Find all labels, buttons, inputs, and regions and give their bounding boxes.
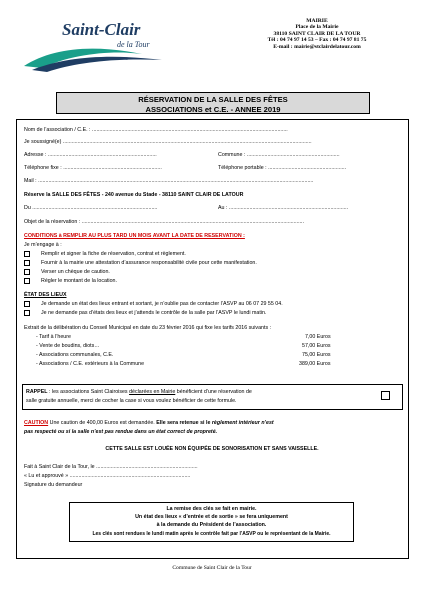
objet-label: Objet de la réservation : xyxy=(24,219,81,225)
engage-item xyxy=(24,269,110,275)
logo-wave-icon xyxy=(22,46,172,72)
checkbox[interactable] xyxy=(24,278,30,284)
rappel-line2: salle gratuite annuelle, merci de cocher la case si vous voulez bénéficier de cette formule. xyxy=(26,398,237,404)
commune-row xyxy=(218,152,340,158)
telfixe-field[interactable]: ................................................................... xyxy=(63,165,162,171)
etat-heading-text: ÉTAT DES LIEUX xyxy=(24,292,67,298)
caution-italic: règlement intérieur n’est xyxy=(211,420,274,426)
fait-label: Fait à Saint Clair de la Tour, le xyxy=(24,464,95,470)
tarif-label: - Vente de boudins, diots… xyxy=(36,343,100,349)
rappel-text1: : les associations Saint Clairoises xyxy=(47,389,130,395)
engage-item-text: Régler le montant de la location. xyxy=(41,278,117,285)
au-row xyxy=(218,205,348,211)
du-label: Du xyxy=(24,205,31,211)
au-label: Au : xyxy=(218,205,228,211)
footer: Commune de Saint Clair de la Tour xyxy=(172,565,252,571)
lu-row xyxy=(24,473,190,479)
extrait-text: Extrait de la délibération du Conseil Municipal en date du 23 février 2016 qui fixe les tarifs 2016 suivants : xyxy=(24,325,272,331)
commune-field[interactable]: ............................................................... xyxy=(246,152,340,158)
caution-line2 xyxy=(24,429,217,435)
checkbox[interactable] xyxy=(24,310,30,316)
checkbox[interactable] xyxy=(24,269,30,275)
etat-item xyxy=(24,301,283,307)
checkbox[interactable] xyxy=(24,301,30,307)
soussigne-row xyxy=(24,139,312,145)
au-field[interactable]: ................................................................................. xyxy=(228,205,349,211)
telport-label: Téléphone portable : xyxy=(218,165,267,171)
nom-label: Nom de l’association / C.E. : xyxy=(24,127,91,133)
du-row xyxy=(24,205,157,211)
reserve-text: Réserve la SALLE DES FÊTES - 240 avenue du Stade - 38110 SAINT CLAIR DE LATOUR xyxy=(24,192,244,198)
logo xyxy=(22,20,172,72)
engage-text: Je m’engage à : xyxy=(24,242,62,248)
soussigne-field[interactable]: ......................................................................................................................................................................... xyxy=(62,139,312,145)
mail-field[interactable]: ........................................................................................................................................................................................... xyxy=(38,178,314,184)
form-title xyxy=(56,92,370,114)
form-frame xyxy=(16,119,409,559)
telfixe-label: Téléphone fixe : xyxy=(24,165,62,171)
objet-row xyxy=(24,219,304,225)
nom-field[interactable]: ..................................................................................................................................... xyxy=(92,127,288,133)
remise-line2: Un état des lieux « d’entrée et de sortie » se fera uniquement xyxy=(135,514,288,520)
rappel-label: RAPPEL xyxy=(26,389,48,395)
lu-label: « Lu et approuvé » xyxy=(24,473,69,479)
rappel-checkbox[interactable] xyxy=(381,391,390,400)
mairie-name: MAIRIE xyxy=(306,18,328,24)
telport-row xyxy=(218,165,346,171)
title-line2: ASSOCIATIONS et C.E. - ANNEE 2019 xyxy=(145,104,281,114)
tarif-price: 389,00 Euros xyxy=(299,361,331,367)
mairie-city: 38110 SAINT CLAIR DE LA TOUR xyxy=(273,30,361,37)
engage-item xyxy=(24,278,117,284)
caution-line2-text: pas respecté ou si la salle n’est pas rendue dans un état correct de propreté. xyxy=(24,429,218,435)
title-line1: RÉSERVATION DE LA SALLE DES FÊTES xyxy=(138,95,288,104)
extrait-row xyxy=(24,325,271,331)
mairie-header xyxy=(232,18,402,50)
etat-item-text: Je demande un état des lieux entrant et sortant, je n’oublie pas de contacter l’ASVP au 06 07 29 55 04. xyxy=(41,301,283,308)
engage-item-text: Remplir et signer la fiche de réservation, contrat et règlement. xyxy=(41,251,186,258)
remise-line4: Les clés sont rendues le lundi matin après le contrôle fait par l’ASVP ou le représentant de la Mairie. xyxy=(92,531,331,537)
mail-label: Mail : xyxy=(24,178,37,184)
mairie-address: Place de la Mairie xyxy=(295,24,339,31)
du-field[interactable]: ..................................................................................... xyxy=(32,205,158,211)
adresse-label: Adresse : xyxy=(24,152,47,158)
sono-text: CETTE SALLE EST LOUÉE NON ÉQUIPÉE DE SONORISATION ET SANS VAISSELLE. xyxy=(105,446,319,452)
engage-item xyxy=(24,251,186,257)
caution-text1: Une caution de 400,00 Euros est demandée. xyxy=(48,420,157,426)
etat-item xyxy=(24,310,266,316)
tarif-price: 75,00 Euros xyxy=(302,352,331,358)
mairie-phone: Tél : 04 74 97 14 53 – Fax : 04 74 97 81 75 xyxy=(267,37,367,44)
fait-row xyxy=(24,464,198,470)
caution-label: CAUTION xyxy=(24,420,49,426)
rappel-underline: déclarées en Mairie xyxy=(129,389,176,395)
remise-line1: La remise des clés se fait en mairie. xyxy=(166,506,257,512)
rappel-box xyxy=(22,384,403,410)
fait-field[interactable]: ..................................................................... xyxy=(96,464,198,470)
mail-row xyxy=(24,178,313,184)
reserve-row xyxy=(24,192,243,198)
etat-heading xyxy=(24,292,66,298)
conditions-text: CONDITIONS à REMPLIR AU PLUS TARD UN MOIS AVANT LA DATE DE RESERVATION : xyxy=(24,233,245,239)
rappel-line1 xyxy=(26,389,252,395)
checkbox[interactable] xyxy=(24,251,30,257)
lu-field[interactable]: .................................................................................. xyxy=(69,473,191,479)
objet-field[interactable]: ....................................................................................................................................................... xyxy=(81,219,304,225)
telport-field[interactable]: ..................................................... xyxy=(268,165,347,171)
rappel-text2: bénéficient d’une réservation de xyxy=(175,389,252,395)
checkbox[interactable] xyxy=(24,260,30,266)
tarif-price: 7,00 Euros xyxy=(305,334,331,340)
caution-line1 xyxy=(24,420,274,426)
engage-item-text: Fournir à la mairie une attestation d’assurance responsabilité civile pour cette manifestation. xyxy=(41,260,257,267)
nom-row xyxy=(24,127,288,133)
sono-line xyxy=(0,446,424,452)
engage-item xyxy=(24,260,257,266)
logo-title: Saint-Clair xyxy=(62,20,141,39)
adresse-field[interactable]: .......................................................................... xyxy=(47,152,157,158)
signature-label: Signature du demandeur xyxy=(24,482,83,488)
soussigne-label: Je soussigné(e) xyxy=(24,139,62,145)
remise-line3: à la demande du Président de l’association. xyxy=(156,522,267,528)
logo-subtitle: de la Tour xyxy=(117,40,150,49)
telfixe-row xyxy=(24,165,162,171)
engage-item-text: Verser un chèque de caution. xyxy=(41,269,110,276)
tarif-label: - Tarif à l’heure xyxy=(36,334,71,340)
tarif-label: - Associations / C.E. extérieurs à la Commune xyxy=(36,361,145,367)
conditions-heading xyxy=(24,233,245,239)
etat-item-text: Je ne demande pas d’états des lieux et j’attends le contrôle de la salle par l’ASVP le lundi matin. xyxy=(41,310,267,317)
engage-heading xyxy=(24,242,62,248)
commune-label: Commune : xyxy=(218,152,246,158)
adresse-row xyxy=(24,152,157,158)
mairie-email: E-mail : mairie@stclairdelatour.com xyxy=(273,43,361,50)
tarif-price: 57,00 Euros xyxy=(302,343,331,349)
caution-bold1: Elle sera retenue si le xyxy=(156,420,212,426)
tarif-label: - Associations communales, C.E. xyxy=(36,352,114,358)
